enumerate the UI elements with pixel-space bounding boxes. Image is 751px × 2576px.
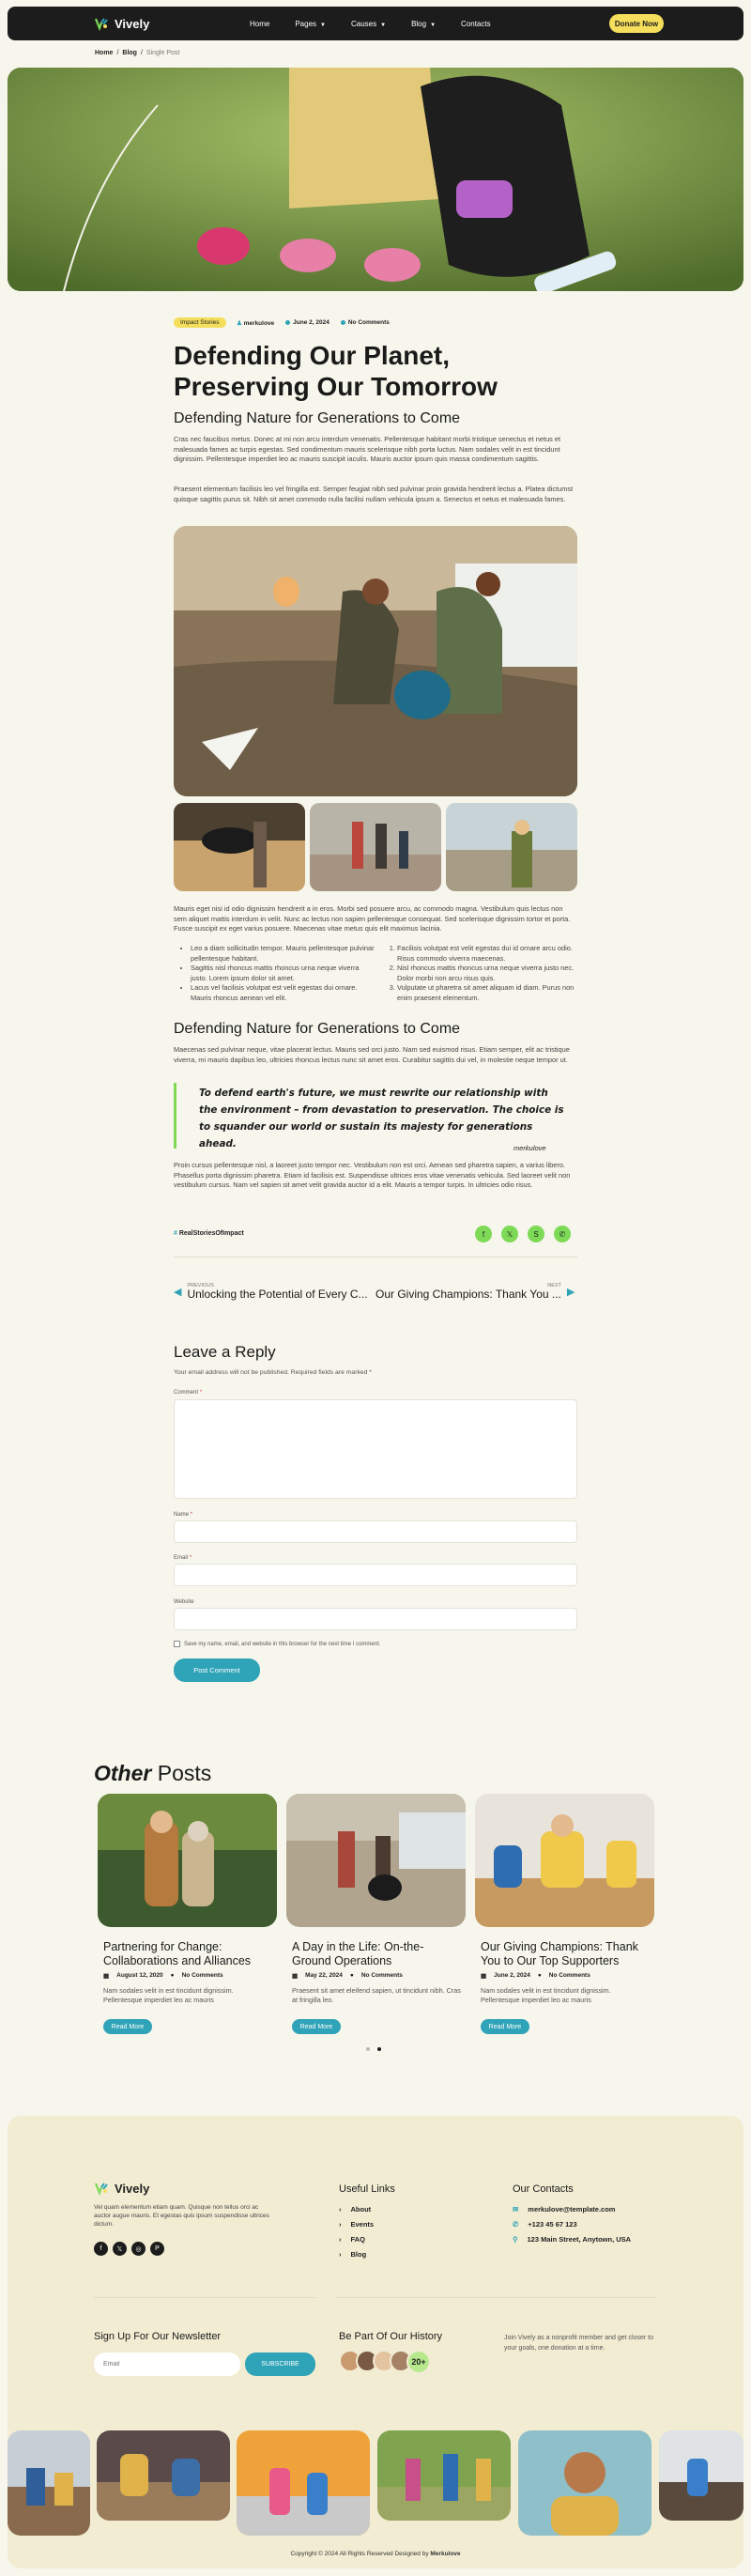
chevron-right-icon: › xyxy=(339,2205,342,2214)
skype-icon[interactable]: S xyxy=(528,1226,544,1242)
breadcrumb-blog[interactable]: Blog xyxy=(122,50,137,56)
breadcrumb xyxy=(95,50,179,56)
logo-icon xyxy=(94,2181,109,2196)
calendar-icon xyxy=(285,320,290,325)
post-card-image[interactable] xyxy=(286,1794,466,1927)
save-label: Save my name, email, and website in this browser for the next time I comment. xyxy=(184,1641,381,1647)
gallery-image-3[interactable] xyxy=(446,803,577,891)
next-label: NEXT xyxy=(547,1283,561,1288)
list-item: • Leo a diam sollicitudin tempor. Mauris pellentesque pulvinar pellentesque habitant. xyxy=(191,944,376,964)
paragraph: Maecenas sed pulvinar neque, vitae placerat lectus. Mauris sed orci justo. Nam sed euismod risus. Etiam semper, elit ac tristique viverra, mi mauris dapibus leo, ultricies rhoncus lectus nunc sit amet eros. Curabitur sagittis dui vel, in molestie neque tempor ut. xyxy=(174,1045,570,1064)
save-checkbox[interactable] xyxy=(174,1641,180,1647)
post-title: Defending Our Planet, Preserving Our Tomorrow xyxy=(174,341,498,401)
gallery-photo[interactable] xyxy=(377,2430,511,2521)
link-label: About xyxy=(350,2205,372,2214)
main-menu xyxy=(250,20,491,28)
quote-author: merkulove xyxy=(513,1144,546,1152)
prev-post-link[interactable] xyxy=(174,1283,368,1301)
date-label: May 22, 2024 xyxy=(305,1972,343,1979)
comments-label: No Comments xyxy=(347,319,390,326)
chevron-left-icon: ◀ xyxy=(174,1287,182,1298)
comment-icon: ● xyxy=(349,1972,354,1979)
designer-link[interactable]: Merkulove xyxy=(430,2551,461,2557)
list-item: • Lacus vel facilisis volutpat est velit egestas dui ornare. Mauris rhoncus aenean vel elit. xyxy=(191,983,376,1003)
x-twitter-icon[interactable]: 𝕏 xyxy=(113,2242,127,2256)
post-hashtag[interactable] xyxy=(174,1230,244,1237)
hero-image xyxy=(8,68,743,291)
paragraph: Cras nec faucibus metus. Donec at mi non arcu interdum venenatis. Pellentesque habitant morbi tristique senectus et netus et malesuada fames ac turpis egestas. Sed condimentum mauris scelerisque nibh porta luctus. Nam sodales velit in est tincidunt dignissim. Pellentesque imperdiet leo ac mauris suscipit iaculis. Mauris auctor ipsum quis massa condimentum sagittis. xyxy=(174,435,561,463)
post-main-image xyxy=(174,526,577,796)
required-mark: * xyxy=(199,1390,203,1396)
quote-bar xyxy=(174,1083,176,1149)
contact-phone[interactable] xyxy=(513,2220,631,2229)
contact-label: 123 Main Street, Anytown, USA xyxy=(527,2235,632,2244)
breadcrumb-home[interactable]: Home xyxy=(95,50,114,56)
list-item: 2. Nisl rhoncus mattis rhoncus urna neque viverra justo nec. Dolor morbi non arcu risus quis. xyxy=(397,964,579,983)
label-text: Comment xyxy=(174,1390,199,1396)
read-more-button[interactable]: Read More xyxy=(103,2019,152,2034)
logo-icon xyxy=(94,16,109,31)
post-author[interactable] xyxy=(237,319,274,327)
separator-icon: / xyxy=(140,50,143,56)
name-input[interactable] xyxy=(174,1520,577,1543)
post-card-title[interactable]: A Day in the Life: On-the-Ground Operations xyxy=(292,1940,424,1967)
carousel-dot-active[interactable] xyxy=(377,2047,381,2051)
share-buttons xyxy=(475,1226,571,1242)
chevron-down-icon: ▼ xyxy=(380,23,387,28)
comment-icon: ● xyxy=(537,1972,542,1979)
user-icon: ♟ xyxy=(237,320,244,327)
useful-links-title: Useful Links xyxy=(339,2183,395,2195)
date-label: June 2, 2024 xyxy=(494,1972,530,1979)
gallery-photo[interactable] xyxy=(97,2430,230,2521)
label-text: Email xyxy=(174,1555,189,1561)
contact-address xyxy=(513,2235,631,2244)
post-subtitle: Defending Nature for Generations to Come xyxy=(174,410,461,426)
chevron-right-icon: › xyxy=(339,2235,342,2244)
post-card-excerpt: Nam sodales velit in est tincidunt dignissim. Pellentesque imperdiet leo ac mauris xyxy=(481,1986,611,2004)
footer-link-faq[interactable] xyxy=(339,2235,374,2244)
copyright-text: Copyright © 2024 All Rights Reserved Designed by xyxy=(290,2551,431,2557)
mail-icon: ✉ xyxy=(513,2205,519,2214)
numbered-list xyxy=(380,944,579,1003)
blockquote: To defend earth's future, we must rewrite our relationship with the environment – from devastation to preservation. The choice is to squander our world or sustain its majesty for generations ahead. xyxy=(199,1087,564,1149)
post-card-excerpt: Nam sodales velit in est tincidunt dignissim. Pellentesque imperdiet leo ac mauris xyxy=(103,1986,234,2004)
calendar-icon: ▦ xyxy=(103,1973,110,1980)
comment-textarea[interactable] xyxy=(174,1399,577,1499)
menu-causes[interactable] xyxy=(351,20,386,28)
history-title: Be Part Of Our History xyxy=(339,2331,443,2342)
post-card-meta xyxy=(481,1972,590,1980)
calendar-icon: ▦ xyxy=(292,1973,299,1980)
gallery-image-1[interactable] xyxy=(174,803,305,891)
contact-label: +123 45 67 123 xyxy=(528,2220,577,2229)
comments-label: No Comments xyxy=(181,1972,223,1979)
title-emphasis: Other xyxy=(94,1761,152,1785)
chevron-down-icon: ▼ xyxy=(430,23,437,28)
menu-pages[interactable] xyxy=(295,20,326,28)
newsletter-title: Sign Up For Our Newsletter xyxy=(94,2331,222,2342)
footer-social xyxy=(94,2242,164,2256)
next-post-link[interactable] xyxy=(376,1283,575,1301)
post-card-image[interactable] xyxy=(98,1794,277,1927)
list-item: 3. Vulputate ut pharetra sit amet aliquam id diam. Purus non enim praesent elementum. xyxy=(397,983,579,1003)
footer-link-about[interactable] xyxy=(339,2205,374,2214)
email-input[interactable] xyxy=(174,1564,577,1586)
post-comment-button[interactable]: Post Comment xyxy=(174,1658,260,1682)
menu-label: Contacts xyxy=(461,20,491,28)
carousel-dots xyxy=(366,2047,381,2051)
facebook-icon[interactable]: f xyxy=(475,1226,492,1242)
chevron-right-icon: › xyxy=(339,2250,342,2259)
carousel-dot[interactable] xyxy=(366,2047,370,2051)
hashtag-icon: # xyxy=(174,1230,179,1237)
newsletter-email-input[interactable] xyxy=(94,2352,240,2376)
contacts-title: Our Contacts xyxy=(513,2183,574,2195)
hashtag-label: RealStoriesOfImpact xyxy=(178,1230,244,1237)
contacts-list xyxy=(513,2205,631,2244)
read-more-button[interactable]: Read More xyxy=(292,2019,341,2034)
comment-icon xyxy=(341,320,345,325)
location-pin-icon: ⚲ xyxy=(513,2235,518,2244)
prev-title: Unlocking the Potential of Every C... xyxy=(187,1288,368,1301)
comments-label: No Comments xyxy=(548,1972,590,1979)
website-label: Website xyxy=(174,1599,194,1605)
paragraph: Mauris eget nisi id odio dignissim hendrerit a in eros. Morbi sed posuere arcu, ac commodo magna. Vestibulum quis lectus non sem aliquet mattis interdum in velit. Nunc ac lectus non sapien pellentesque consequat. Sed scelerisque dignissim tortor et porta. Fusce suscipit ex eget varius posuere. Maecenas vitae metus quis elit maximus lacinia. xyxy=(174,904,571,933)
phone-icon: ✆ xyxy=(513,2220,519,2229)
x-twitter-icon[interactable]: 𝕏 xyxy=(501,1226,518,1242)
link-label: Blog xyxy=(350,2250,367,2259)
other-posts-title xyxy=(94,1761,211,1786)
required-mark: * xyxy=(190,1512,193,1518)
save-info xyxy=(174,1641,380,1647)
menu-label: Causes xyxy=(350,20,377,28)
category-tag[interactable]: Impact Stories xyxy=(174,317,226,328)
list-item: • Sagittis nisl rhoncus mattis rhoncus urna neque viverra justo. Lorem ipsum dolor sit amet. xyxy=(191,964,376,983)
label-text: Name xyxy=(174,1512,190,1518)
post-card-excerpt: Praesent sit amet eleifend sapien, ut tincidunt nibh. Cras at fringilla leo. xyxy=(292,1986,461,2004)
footer-link-events[interactable] xyxy=(339,2220,374,2229)
section-heading: Defending Nature for Generations to Come xyxy=(174,1021,461,1037)
title-rest: Posts xyxy=(157,1761,212,1785)
menu-home[interactable] xyxy=(250,20,269,28)
divider xyxy=(94,2297,315,2298)
comment-label xyxy=(174,1390,202,1396)
chevron-right-icon: ▶ xyxy=(566,1287,575,1298)
instagram-icon[interactable]: ◎ xyxy=(131,2242,146,2256)
separator-icon: / xyxy=(116,50,119,56)
website-input[interactable] xyxy=(174,1608,577,1630)
footer-about: Vel quam elementum etiam quam. Quisque non tellus orci ac auctor augue mauris. Et egestas quis ipsum suspendisse ultrices dictum. xyxy=(94,2204,269,2228)
post-card-image[interactable] xyxy=(475,1794,654,1927)
brand-name: Vively xyxy=(115,16,150,31)
date-label: June 2, 2024 xyxy=(293,319,330,326)
chevron-right-icon: › xyxy=(339,2220,342,2229)
link-label: FAQ xyxy=(350,2235,365,2244)
date-label: August 12, 2020 xyxy=(116,1972,163,1979)
calendar-icon: ▦ xyxy=(481,1973,487,1980)
paragraph: Praesent elementum facilisis leo vel fringilla est. Semper feugiat nibh sed pulvinar proin gravida hendrerit lectus a. Platea dictumst quisque sagittis purus sit. Nibh sit amet commodo nulla facilisi nullam vehicula ipsum a. Senectus et netus et malesuada fames. xyxy=(174,485,574,503)
member-avatars xyxy=(339,2350,431,2374)
name-label xyxy=(174,1512,192,1518)
gallery-image-2[interactable] xyxy=(310,803,441,891)
copyright xyxy=(0,2551,751,2557)
required-mark: * xyxy=(189,1555,192,1561)
brand-name: Vively xyxy=(115,2181,150,2196)
list-item: 1. Facilisis volutpat est velit egestas dui id ornare arcu odio. Risus commodo viverra maecenas. xyxy=(397,944,579,964)
post-comments[interactable] xyxy=(341,319,390,327)
gallery-photo[interactable] xyxy=(237,2430,370,2536)
contact-label: merkulove@template.com xyxy=(528,2205,616,2214)
subscribe-button[interactable]: SUBSCRIBE xyxy=(245,2352,315,2376)
menu-label: Pages xyxy=(295,20,317,28)
member-count-badge: 20+ xyxy=(406,2350,431,2374)
gallery-photo[interactable] xyxy=(8,2430,90,2536)
whatsapp-icon[interactable]: ✆ xyxy=(554,1226,571,1242)
footer-logo[interactable] xyxy=(94,2181,149,2196)
post-meta xyxy=(237,319,390,327)
facebook-icon[interactable]: f xyxy=(94,2242,108,2256)
pinterest-icon[interactable]: P xyxy=(150,2242,164,2256)
gallery-photo[interactable] xyxy=(518,2430,651,2536)
next-title: Our Giving Champions: Thank You ... xyxy=(376,1288,561,1301)
paragraph: Proin cursus pellentesque nisl, a laoreet justo tempor nec. Vestibulum non est orci. Aenean sed pharetra sapien, a varius libero. Phasellus porta dignissim pharetra. Etiam id facilisis est. Suspendisse ultrices eros vitae venenatis vehicula. Sed laoreet velit non vestibulum cursus. Nam vel sapien sit amet velit gravida auctor id a elit. Mauris a tempor turpis. In ultricies odio risus. xyxy=(174,1161,571,1189)
contact-email[interactable] xyxy=(513,2205,631,2214)
post-card-meta xyxy=(103,1972,223,1980)
link-label: Events xyxy=(350,2220,375,2229)
comment-icon: ● xyxy=(170,1972,175,1979)
email-label xyxy=(174,1555,192,1561)
divider xyxy=(336,2297,655,2298)
top-navbar xyxy=(8,7,743,40)
comments-label: No Comments xyxy=(360,1972,403,1979)
chevron-down-icon: ▼ xyxy=(320,23,326,28)
post-card-title[interactable]: Partnering for Change: Collaborations and Alliances xyxy=(103,1940,252,1967)
gallery-photo[interactable] xyxy=(659,2430,743,2521)
donate-button[interactable]: Donate Now xyxy=(609,14,664,33)
menu-label: Home xyxy=(250,20,270,28)
reply-note: Your email address will not be published. Required fields are marked * xyxy=(174,1369,372,1376)
prev-label: PREVIOUS xyxy=(187,1283,214,1288)
breadcrumb-current: Single Post xyxy=(146,50,180,56)
read-more-button[interactable]: Read More xyxy=(481,2019,529,2034)
post-date[interactable] xyxy=(285,319,330,327)
useful-links xyxy=(339,2205,374,2259)
bullet-list xyxy=(174,944,376,1003)
join-text: Join Vively as a nonprofit member and get closer to your goals, one donation at a time. xyxy=(504,2335,654,2352)
menu-blog[interactable] xyxy=(411,20,436,28)
reply-title: Leave a Reply xyxy=(174,1343,276,1361)
author-label: merkulove xyxy=(243,320,275,327)
menu-label: Blog xyxy=(411,20,427,28)
menu-contacts[interactable] xyxy=(461,20,491,28)
brand-logo[interactable] xyxy=(94,16,149,31)
footer-link-blog[interactable] xyxy=(339,2250,374,2259)
post-card-meta xyxy=(292,1972,403,1980)
post-card-title[interactable]: Our Giving Champions: Thank You to Our Top Supporters xyxy=(481,1940,638,1967)
